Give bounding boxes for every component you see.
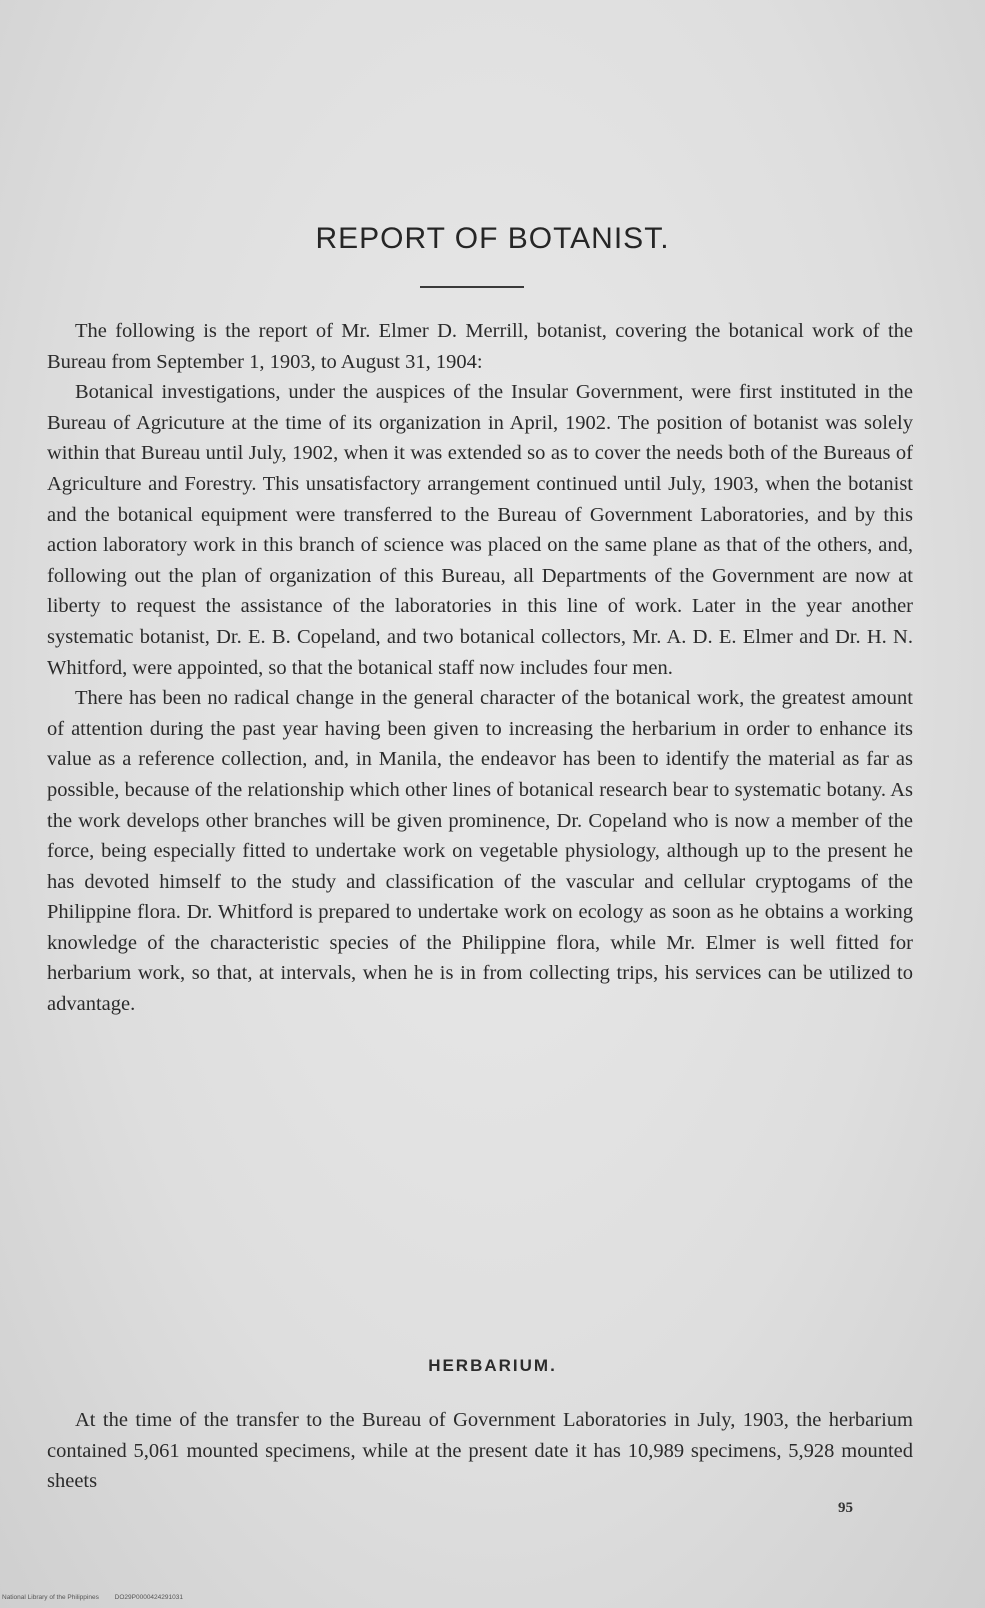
footer-code: DO29P0000424291031 (114, 1594, 183, 1601)
paragraph-intro: The following is the report of Mr. Elmer D. Merrill, botanist, covering the botanical work of the Bureau from September 1, 1903, to August 31, 1904: (47, 320, 913, 373)
paragraph-herbarium: At the time of the transfer to the Bureau of Government Laboratories in July, 1903, the herbarium contained 5,061 mounted specimens, while at the present date it has 10,989 specimens, 5,928 mounted sheets (47, 1409, 913, 1493)
scan-footer (2, 1594, 197, 1601)
page-number: 95 (838, 1500, 853, 1516)
body-text (47, 316, 913, 1020)
paragraph-history: Botanical investigations, under the auspices of the Insular Government, were first instituted in the Bureau of Agricuture at the time of its organization in April, 1902. The position of botanist was solely within that Bureau until July, 1902, when it was extended so as to cover the needs both of the Bureaus of Agriculture and Forestry. This unsatisfactory arrangement continued until July, 1903, when the botanist and the botanical equipment were transferred to the Bureau of Government Laboratories, and by this action laboratory work in this branch of science was placed on the same plane as that of the others, and, following out the plan of organization of this Bureau, all Departments of the Government are now at liberty to request the assistance of the laboratories in this line of work. Later in the year another systematic botanist, Dr. E. B. Copeland, and two botanical collectors, Mr. A. D. E. Elmer and Dr. H. N. Whitford, were appointed, so that the botanical staff now includes four men. (47, 381, 913, 679)
footer-library: National Library of the Philippines (2, 1594, 99, 1601)
paragraph-work: There has been no radical change in the general character of the botanical work, the greatest amount of attention during the past year having been given to increasing the herbarium in order to enhance its value as a reference collection, and, in Manila, the endeavor has been to identify the material as far as possible, because of the relationship which other lines of botanical research bear to systematic botany. As the work develops other branches will be given prominence, Dr. Copeland who is now a member of the force, being especially fitted to undertake work on vegetable physiology, although up to the present he has devoted himself to the study and classification of the vascular and cellular cryptogams of the Philippine flora. Dr. Whitford is prepared to undertake work on ecology as soon as he obtains a working knowledge of the characteristic species of the Philippine flora, while Mr. Elmer is well fitted for herbarium work, so that, at intervals, when he is in from collecting trips, his services can be utilized to advantage. (47, 687, 913, 1016)
section-heading-herbarium: HERBARIUM. (428, 1356, 557, 1375)
title-underline (420, 286, 524, 288)
page-title: REPORT OF BOTANIST. (315, 222, 670, 255)
herbarium-text (47, 1405, 913, 1497)
